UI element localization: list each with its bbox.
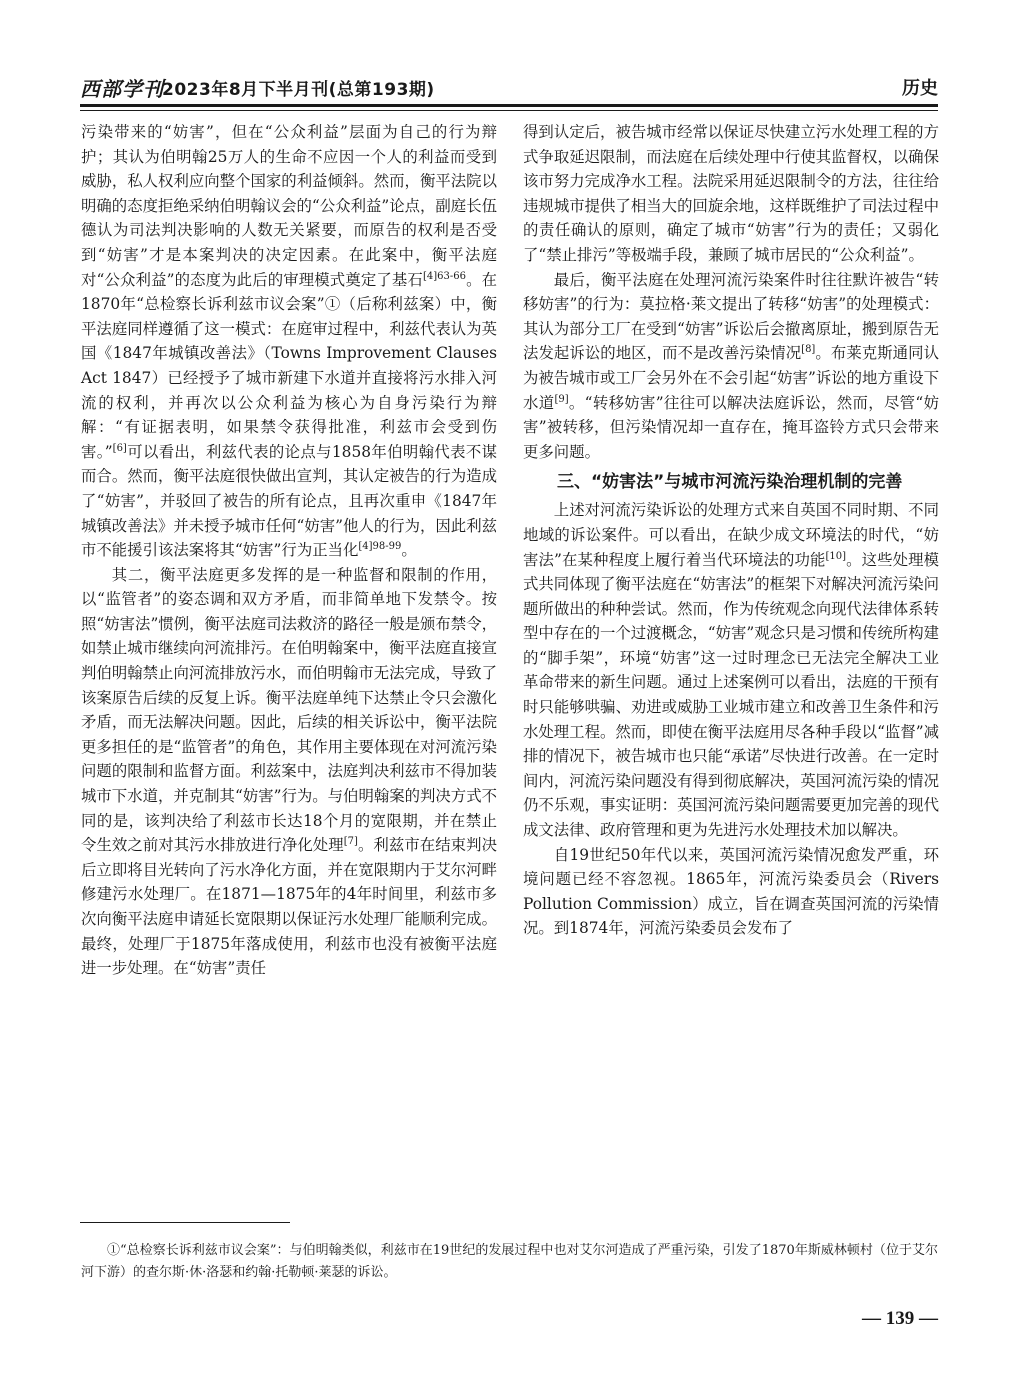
paragraph: 其二，衡平法庭更多发挥的是一种监督和限制的作用，以“监管者”的姿态调和双方矛盾，而非简单地下发禁令。按照“妨害法”惯例，衡平法庭司法救济的路径一般是颁布禁令，如禁止城市继续向河流排污。在伯明翰案中，衡平法庭直接宣判伯明翰禁止向河流排放污水，而伯明翰市无法完成，导致了该案原告后续的反复上诉。衡平法庭单纯下达禁止令只会激化矛盾，而无法解决问题。因此，后续的相关诉讼中，衡平法院更多担任的是“监管者”的角色，其作用主要体现在对河流污染问题的限制和监督方面。利兹案中，法庭判决利兹市不得加装城市下水道，并克制其“妨害”行为。与伯明翰案的判决方式不同的是，该判决给了利兹市长达18个月的宽限期，并在禁止令生效之前对其污水排放进行净化处理[7]。利兹市在结束判决后立即将目光转向了污水净化方面，并在宽限期内于艾尔河畔修建污水处理厂。在1871—1875年的4年时间里，利兹市多次向衡平法庭申请延长宽限期以保证污水处理厂能顺利完成。最终，处理厂于1875年落成使用，利兹市也没有被衡平法庭进一步处理。在“妨害”责任 bbox=[81, 565, 497, 978]
footnote-rule bbox=[80, 1222, 290, 1223]
citation: [9] bbox=[554, 393, 569, 405]
journal-issue: 2023年8月下半月刊(总第193期) bbox=[162, 80, 435, 100]
citation: [8] bbox=[801, 344, 816, 356]
citation: [4]63-66 bbox=[422, 270, 466, 282]
page-number: — 139 — bbox=[862, 1308, 938, 1329]
left-column bbox=[81, 120, 497, 981]
section-tag: 历史 bbox=[902, 78, 938, 99]
citation: [10] bbox=[825, 550, 846, 562]
section-heading: 三、“妨害法”与城市河流污染治理机制的完善 bbox=[557, 472, 903, 493]
page-header bbox=[80, 73, 938, 99]
journal-logo: 西部学刊 bbox=[80, 77, 164, 101]
paragraph: 上述对河流污染诉讼的处理方式来自英国不同时期、不同地域的诉讼案件。可以看出，在缺少成文环境法的时代，“妨害法”在某种程度上履行着当代环境法的功能[10]。这些处理模式共同体现了衡平法庭在“妨害法”的框架下对解决河流污染问题所做出的种种尝试。然而，作为传统观念向现代法律体系转型中存在的一个过渡概念，“妨害”观念只是习惯和传统所构建的“脚手架”，环境“妨害”这一过时理念已无法完全解决工业革命带来的新生问题。通过上述案例可以看出，法庭的干预有时只能够哄骗、劝进或威胁工业城市建立和改善卫生条件和污水处理工程。然而，即使在衡平法庭用尽各种手段以“监督”减排的情况下，被告城市也只能“承诺”尽快进行改善。在一定时间内，河流污染问题没有得到彻底解决，英国河流污染的情况仍不乐观，事实证明：英国河流污染问题需要更加完善的现代成文法律、政府管理和更为先进污水处理技术加以解决。 bbox=[523, 501, 939, 840]
header-rule-thin bbox=[80, 110, 938, 111]
paragraph: 污染带来的“妨害”，但在“公众利益”层面为自己的行为辩护；其认为伯明翰25万人的生命不应因一个人的利益而受到威胁，私人权利应向整个国家的利益倾斜。然而，衡平法院以明确的态度拒绝采纳伯明翰议会的“公众利益”论点，副庭长伍德认为司法判决影响的人数无关紧要，而原告的权利是否受到“妨害”才是本案判决的决定因素。在此案中，衡平法庭对“公众利益”的态度为此后的审理模式奠定了基石$^{[4]63-66}$。在1870年“总检察长诉利兹市议会案”①（后称利兹案）中，衡平法庭同样遵循了这一模式：在庭审过程中，利兹代表认为英国《1847年城镇改善法》（Towns Improvement Clauses Act 1847）已经授予了城市新建下水道并直接将污水排入河流的权利，并再次以公众利益为核心为自身污染行为辩解：“有证据表明，如果禁令获得批准，利兹市会受到伤害。”[6]可以看出，利兹代表的论点与1858年伯明翰代表不谋而合。然而，衡平法庭很快做出宣判，其认定被告的行为造成了“妨害”，并驳回了被告的所有论点，且再次重申《1847年城镇改善法》并未授予城市任何“妨害”他人的行为，因此利兹市不能援引该法案将其“妨害”行为正当化$^{[4]98-99}$。 bbox=[81, 123, 498, 560]
paragraph: 自19世纪50年代以来，英国河流污染情况愈发严重，环境问题已经不容忽视。1865年，河流污染委员会（Rivers Pollution Commission）成立，旨在调查英国河流的污染情况。到1874年，河流污染委员会发布了 bbox=[523, 845, 939, 938]
header-rule-thick bbox=[80, 104, 938, 107]
citation: [4]98-99 bbox=[358, 540, 402, 552]
paragraph: 得到认定后，被告城市经常以保证尽快建立污水处理工程的方式争取延迟限制，而法庭在后续处理中行使其监督权，以确保该市努力完成净水工程。法院采用延迟限制令的方法，往往给违规城市提供了相当大的回旋余地，这样既维护了司法过程中的责任确认的原则，确定了城市“妨害”行为的责任；又弱化了“禁止排污”等极端手段，兼顾了城市居民的“公众利益”。 bbox=[523, 123, 939, 264]
paragraph: 最后，衡平法庭在处理河流污染案件时往往默许被告“转移妨害”的行为：莫拉格·莱文提出了转移“妨害”的处理模式：其认为部分工厂在受到“妨害”诉讼后会撤离原址，搬到原告无法发起诉讼的地区，而不是改善污染情况[8]。布莱克斯通同认为被告城市或工厂会另外在不会引起“妨害”诉讼的地方重设下水道[9]。“转移妨害”往往可以解决法庭诉讼，然而，尽管“妨害”被转移，但污染情况却一直存在，掩耳盗铃方式只会带来更多问题。 bbox=[523, 270, 939, 461]
citation: [6] bbox=[112, 442, 127, 454]
citation: [7] bbox=[343, 836, 358, 848]
footnote: ①“总检察长诉利兹市议会案”：与伯明翰类似，利兹市在19世纪的发展过程中也对艾尔河造成了严重污染，引发了1870年斯威林顿村（位于艾尔河下游）的查尔斯·休·洛瑟和约翰·托勒顿·莱瑟的诉讼。 bbox=[81, 1243, 938, 1280]
right-column bbox=[523, 120, 939, 941]
